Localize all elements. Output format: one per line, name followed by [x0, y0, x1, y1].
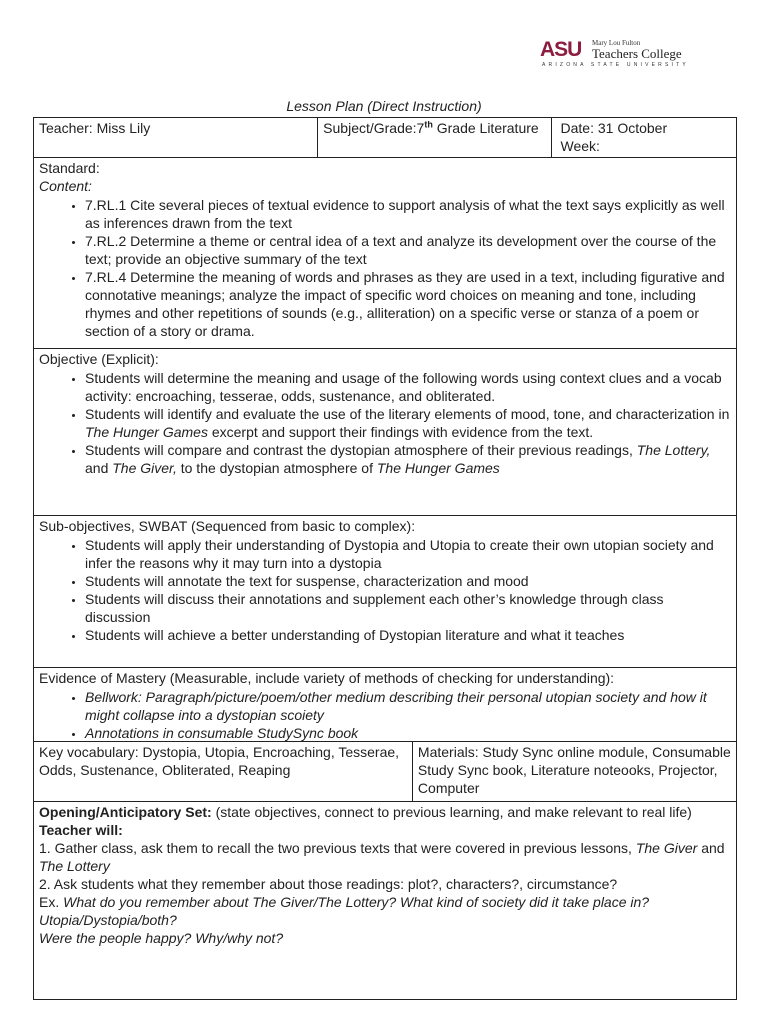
objective-section	[33, 349, 737, 516]
objective-label: Objective (Explicit):	[39, 351, 159, 367]
list-item: • Students will compare and contrast the dystopian atmosphere of their previous readings, The Lottery, and The Giver, to the dystopian atmosphere of The Hunger Games	[85, 441, 731, 477]
list-item: • Students will determine the meaning and usage of the following words using context clues and a vocab activity: encroaching, tesserae, odds, sustenance, and obliterated.	[85, 369, 731, 405]
date-cell: Date: 31 October Week:	[551, 118, 736, 157]
teacher-cell: Teacher: Miss Lily	[39, 120, 151, 136]
key-vocabulary-cell: Key vocabulary: Dystopia, Utopia, Encroaching, Tesserae, Odds, Sustenance, Obliterated, Reaping	[39, 744, 400, 778]
logo-college-name: Teachers College	[592, 46, 682, 61]
list-item: • Students will discuss their annotations and supplement each other’s knowledge through class discussion	[85, 590, 731, 626]
list-item: • Annotations in consumable StudySync book	[85, 724, 731, 742]
logo-university-name: ARIZONA STATE UNIVERSITY	[542, 62, 689, 68]
asu-teachers-college-logo	[540, 38, 689, 70]
evidence-label: Evidence of Mastery (Measurable, include variety of methods of checking for understanding):	[39, 670, 615, 686]
lesson-plan-table	[33, 117, 737, 1000]
materials-cell: Materials: Study Sync online module, Consumable Study Sync book, Literature noteooks, Projector, Computer	[412, 742, 736, 801]
opening-example: Ex. What do you remember about The Giver/The Lottery? What kind of society did it take place in? Utopia/Dystopia/both?	[39, 894, 650, 928]
list-item: • Students will achieve a better understanding of Dystopian literature and what it teaches	[85, 626, 731, 644]
subject-cell: Subject/Grade:7th Grade Literature	[317, 118, 550, 157]
logo-small-text: Mary Lou Fulton	[592, 39, 641, 47]
teacher-will-label: Teacher will:	[39, 822, 123, 838]
list-item: • 7.RL.2 Determine a theme or central idea of a text and analyze its development over the course of the text; provide an objective summary of the text	[85, 232, 731, 268]
objective-list	[39, 369, 731, 477]
opening-heading: Opening/Anticipatory Set: (state objectives, connect to previous learning, and make relevant to real life)	[39, 804, 692, 820]
opening-step-1: 1. Gather class, ask them to recall the two previous texts that were covered in previous lessons, The Giver and The Lottery	[39, 840, 725, 874]
vocab-materials-row	[33, 742, 737, 802]
header-row	[33, 117, 737, 158]
standard-list	[39, 196, 731, 340]
list-item: • Students will annotate the text for suspense, characterization and mood	[85, 572, 731, 590]
standard-label: Standard:	[39, 160, 100, 176]
asu-logo-mark: ASU	[540, 38, 582, 61]
opening-section	[33, 802, 737, 1000]
list-item: • Students will apply their understanding of Dystopia and Utopia to create their own utopian society and infer the reasons why it may turn into a dystopia	[85, 536, 731, 572]
list-item: • Students will identify and evaluate the use of the literary elements of mood, tone, and characterization in The Hunger Games excerpt and support their findings with evidence from the text.	[85, 405, 731, 441]
list-item: • Bellwork: Paragraph/picture/poem/other medium describing their personal utopian society and how it might collapse into a dystopian scoiety	[85, 688, 731, 724]
evidence-list	[39, 688, 731, 742]
evidence-section	[33, 668, 737, 742]
page-title: Lesson Plan (Direct Instruction)	[286, 98, 482, 114]
content-label: Content:	[39, 178, 92, 194]
opening-step-2: 2. Ask students what they remember about those readings: plot?, characters?, circumstance?	[39, 876, 618, 892]
opening-last-question: Were the people happy? Why/why not?	[39, 930, 284, 946]
standard-section	[33, 158, 737, 349]
subobjectives-label: Sub-objectives, SWBAT (Sequenced from basic to complex):	[39, 518, 416, 534]
list-item: • 7.RL.1 Cite several pieces of textual evidence to support analysis of what the text says explicitly as well as inferences drawn from the text	[85, 196, 731, 232]
subobjectives-list	[39, 536, 731, 644]
subobjectives-section	[33, 516, 737, 668]
list-item: • 7.RL.4 Determine the meaning of words and phrases as they are used in a text, including figurative and connotative meanings; analyze the impact of specific word choices on meaning and tone, including rhymes and other repetitions of sounds (e.g., alliteration) on a specific verse or stanza of a poem or section of a story or drama.	[85, 268, 731, 340]
